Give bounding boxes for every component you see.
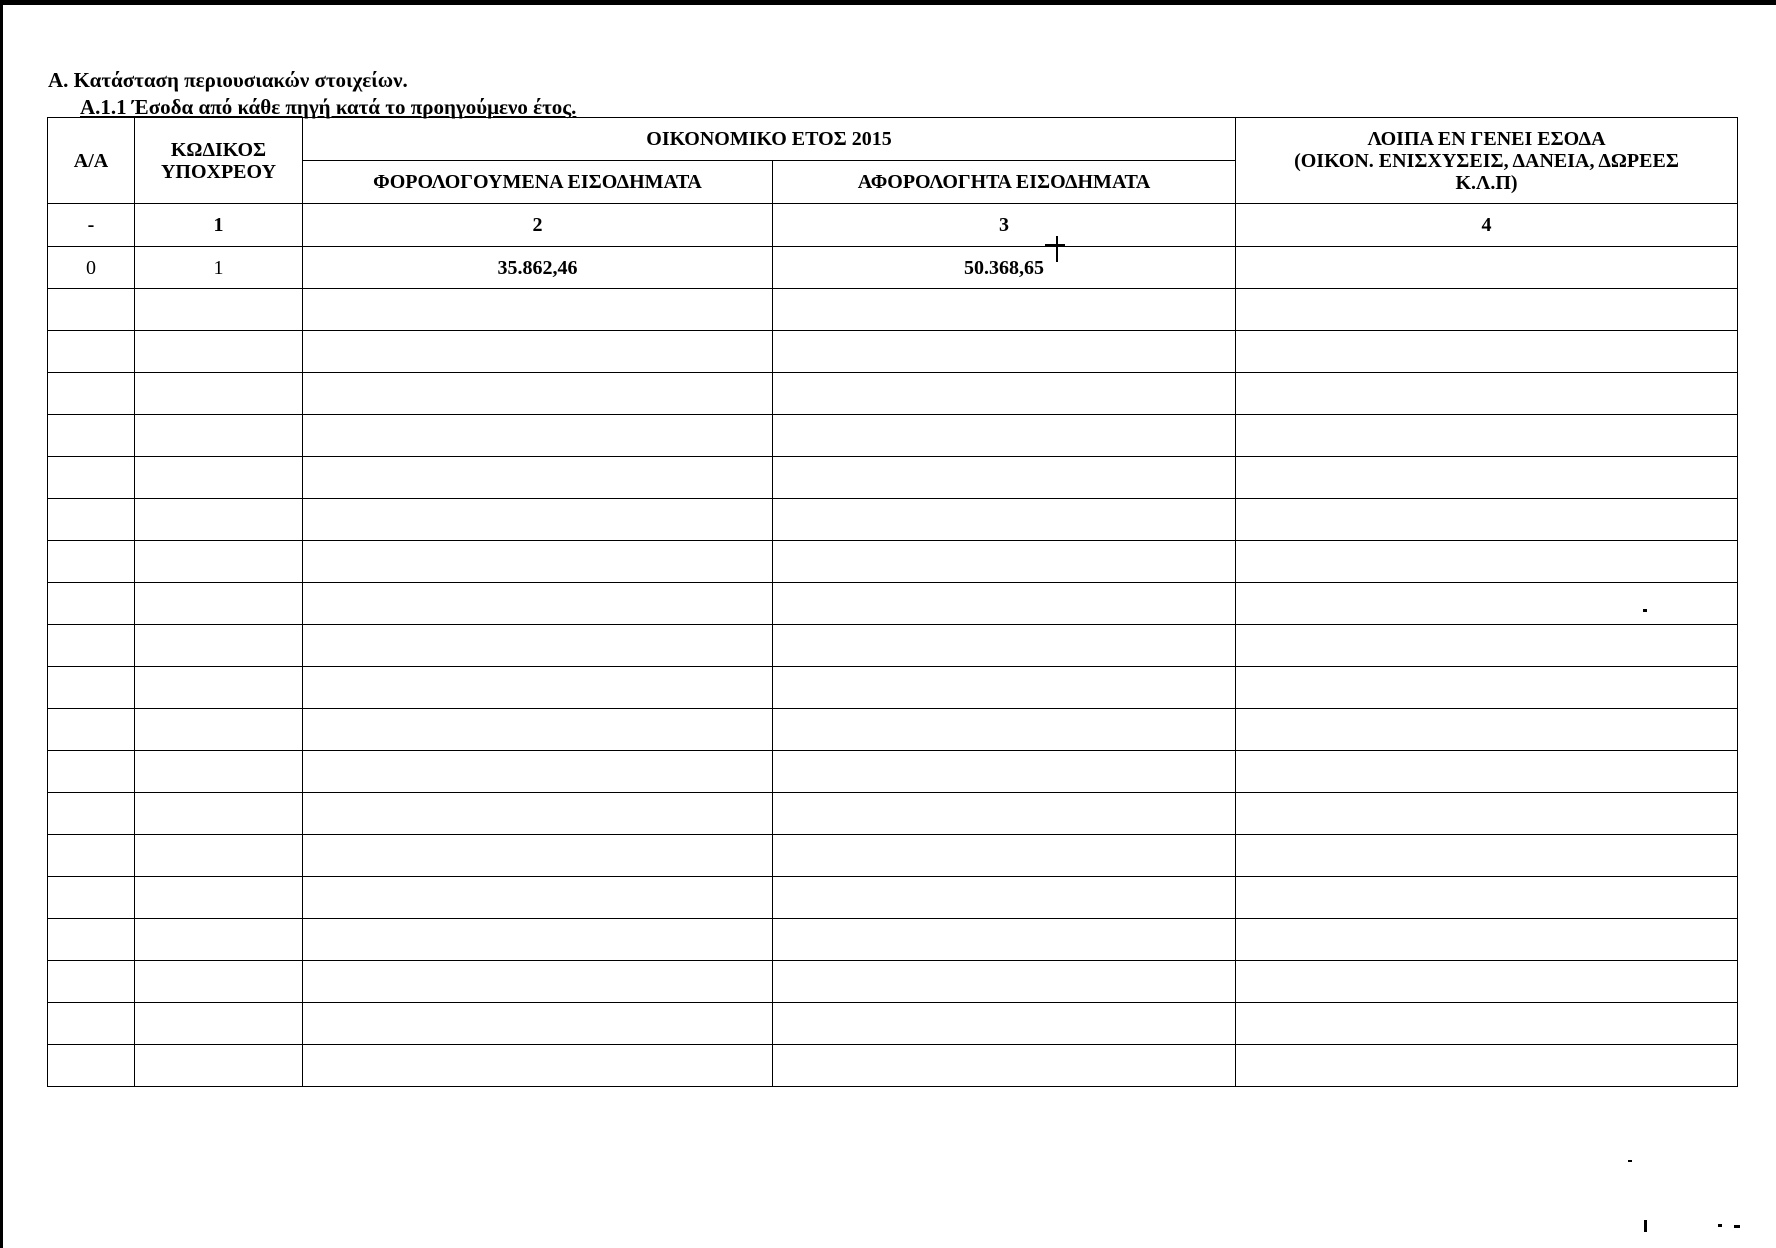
- header-aa: Α/Α: [48, 118, 135, 204]
- cell-other: [1236, 625, 1738, 667]
- header-other-income: [1236, 118, 1738, 204]
- subsection-heading: Α.1.1 Έσοδα από κάθε πηγή κατά το προηγούμενο έτος.: [80, 95, 577, 119]
- cell-taxable: [303, 331, 773, 373]
- table-row: [48, 289, 1738, 331]
- cell-aa: [48, 625, 135, 667]
- header-non-taxable: ΑΦΟΡΟΛΟΓΗΤΑ ΕΙΣΟΔΗΜΑΤΑ: [773, 161, 1236, 204]
- scan-speck: [1643, 609, 1647, 612]
- cell-other: [1236, 1003, 1738, 1045]
- cell-taxable: [303, 751, 773, 793]
- table-row: [48, 625, 1738, 667]
- cell-code: [135, 415, 303, 457]
- cell-code: [135, 583, 303, 625]
- cell-other: [1236, 289, 1738, 331]
- header-other-line1: ΛΟΙΠΑ ΕΝ ΓΕΝΕΙ ΕΣΟΔΑ: [1367, 127, 1606, 150]
- table-row: [48, 373, 1738, 415]
- section-heading: Α. Κατάσταση περιουσιακών στοιχείων.: [48, 68, 408, 92]
- table-row: [48, 961, 1738, 1003]
- cell-other: [1236, 499, 1738, 541]
- cell-taxable: [303, 625, 773, 667]
- cell-other: [1236, 793, 1738, 835]
- cell-aa: [48, 373, 135, 415]
- column-number: 1: [135, 204, 303, 247]
- cell-aa: [48, 877, 135, 919]
- cell-aa: [48, 415, 135, 457]
- cell-code: [135, 499, 303, 541]
- cell-other: [1236, 583, 1738, 625]
- cell-non-taxable: [773, 583, 1236, 625]
- cell-code: [135, 373, 303, 415]
- cell-non-taxable: [773, 793, 1236, 835]
- cell-aa: [48, 289, 135, 331]
- cell-other: [1236, 961, 1738, 1003]
- cell-non-taxable: [773, 919, 1236, 961]
- table-row: [48, 835, 1738, 877]
- cell-other: [1236, 373, 1738, 415]
- cell-other: [1236, 709, 1738, 751]
- cell-code: [135, 751, 303, 793]
- header-code: [135, 118, 303, 204]
- cell-aa: [48, 961, 135, 1003]
- cell-non-taxable: 50.368,65: [773, 247, 1236, 289]
- cell-code: [135, 625, 303, 667]
- cell-aa: [48, 709, 135, 751]
- cell-other: [1236, 919, 1738, 961]
- cell-code: [135, 709, 303, 751]
- cell-taxable: [303, 1003, 773, 1045]
- cell-aa: [48, 667, 135, 709]
- cell-other: [1236, 877, 1738, 919]
- cell-non-taxable: [773, 415, 1236, 457]
- cell-taxable: [303, 415, 773, 457]
- cell-taxable: [303, 1045, 773, 1087]
- cell-non-taxable: [773, 457, 1236, 499]
- table-row: [48, 1003, 1738, 1045]
- cell-aa: [48, 793, 135, 835]
- table-row: [48, 499, 1738, 541]
- cell-taxable: [303, 667, 773, 709]
- pen-mark: [1045, 244, 1065, 246]
- header-fiscal-year: ΟΙΚΟΝΟΜΙΚΟ ΕΤΟΣ 2015: [303, 118, 1236, 161]
- cell-code: [135, 331, 303, 373]
- cell-aa: [48, 583, 135, 625]
- table-row: [48, 751, 1738, 793]
- table-row: [48, 541, 1738, 583]
- cell-taxable: [303, 457, 773, 499]
- table-row: [48, 793, 1738, 835]
- table-row: [48, 415, 1738, 457]
- cell-taxable: [303, 583, 773, 625]
- cell-code: [135, 541, 303, 583]
- cell-code: [135, 793, 303, 835]
- table-row: [48, 457, 1738, 499]
- table-row: [48, 247, 1738, 289]
- table-row: [48, 331, 1738, 373]
- column-number-row: [48, 204, 1738, 247]
- cell-non-taxable: [773, 331, 1236, 373]
- table-row: [48, 919, 1738, 961]
- column-number: 3: [773, 204, 1236, 247]
- cell-aa: 0: [48, 247, 135, 289]
- scan-edge-left: [0, 0, 3, 1248]
- cell-aa: [48, 835, 135, 877]
- cell-non-taxable: [773, 289, 1236, 331]
- column-number: -: [48, 204, 135, 247]
- cell-non-taxable: [773, 1045, 1236, 1087]
- cell-aa: [48, 541, 135, 583]
- scan-speck: [1718, 1224, 1722, 1227]
- cell-other: [1236, 1045, 1738, 1087]
- cell-non-taxable: [773, 1003, 1236, 1045]
- cell-taxable: [303, 835, 773, 877]
- cell-code: [135, 961, 303, 1003]
- scan-edge-top: [0, 0, 1776, 5]
- cell-non-taxable: [773, 625, 1236, 667]
- cell-other: [1236, 331, 1738, 373]
- cell-non-taxable: [773, 667, 1236, 709]
- column-number: 4: [1236, 204, 1738, 247]
- column-number: 2: [303, 204, 773, 247]
- table-row: [48, 709, 1738, 751]
- cell-taxable: 35.862,46: [303, 247, 773, 289]
- cell-code: [135, 289, 303, 331]
- cell-other: [1236, 751, 1738, 793]
- cell-non-taxable: [773, 541, 1236, 583]
- header-other-line3: Κ.Λ.Π): [1455, 171, 1518, 194]
- cell-non-taxable: [773, 961, 1236, 1003]
- header-code-line2: ΥΠΟΧΡΕΟΥ: [160, 160, 277, 183]
- cell-aa: [48, 1003, 135, 1045]
- header-other-line2: (ΟΙΚΟΝ. ΕΝΙΣΧΥΣΕΙΣ, ΔΑΝΕΙΑ, ΔΩΡΕΕΣ: [1294, 149, 1679, 172]
- cell-non-taxable: [773, 499, 1236, 541]
- income-table: [47, 117, 1738, 1087]
- cell-code: [135, 457, 303, 499]
- cell-non-taxable: [773, 709, 1236, 751]
- cell-other: [1236, 415, 1738, 457]
- cell-code: [135, 877, 303, 919]
- cell-taxable: [303, 373, 773, 415]
- cell-other: [1236, 457, 1738, 499]
- header-taxable: ΦΟΡΟΛΟΓΟΥΜΕΝΑ ΕΙΣΟΔΗΜΑΤΑ: [303, 161, 773, 204]
- cell-other: [1236, 247, 1738, 289]
- table-row: [48, 667, 1738, 709]
- cell-aa: [48, 1045, 135, 1087]
- cell-other: [1236, 835, 1738, 877]
- header-code-line1: ΚΩΔΙΚΟΣ: [170, 138, 267, 161]
- cell-code: [135, 919, 303, 961]
- cell-code: [135, 1003, 303, 1045]
- cell-aa: [48, 331, 135, 373]
- cell-taxable: [303, 961, 773, 1003]
- cell-taxable: [303, 289, 773, 331]
- cell-taxable: [303, 919, 773, 961]
- cell-code: [135, 667, 303, 709]
- scan-speck: [1628, 1160, 1632, 1162]
- cell-other: [1236, 541, 1738, 583]
- cell-code: [135, 835, 303, 877]
- cell-taxable: [303, 793, 773, 835]
- cell-other: [1236, 667, 1738, 709]
- cell-non-taxable: [773, 751, 1236, 793]
- cell-non-taxable: [773, 877, 1236, 919]
- cell-non-taxable: [773, 835, 1236, 877]
- cell-aa: [48, 499, 135, 541]
- table-row: [48, 583, 1738, 625]
- scan-speck: [1734, 1225, 1740, 1228]
- cell-aa: [48, 919, 135, 961]
- cell-taxable: [303, 877, 773, 919]
- cell-taxable: [303, 709, 773, 751]
- table-row: [48, 877, 1738, 919]
- cell-aa: [48, 751, 135, 793]
- cell-aa: [48, 457, 135, 499]
- pen-mark: [1056, 236, 1058, 262]
- cell-taxable: [303, 499, 773, 541]
- cell-taxable: [303, 541, 773, 583]
- scan-speck: [1644, 1220, 1647, 1232]
- cell-code: [135, 1045, 303, 1087]
- table-row: [48, 1045, 1738, 1087]
- header-row-top: [48, 118, 1738, 161]
- cell-non-taxable: [773, 373, 1236, 415]
- cell-code: 1: [135, 247, 303, 289]
